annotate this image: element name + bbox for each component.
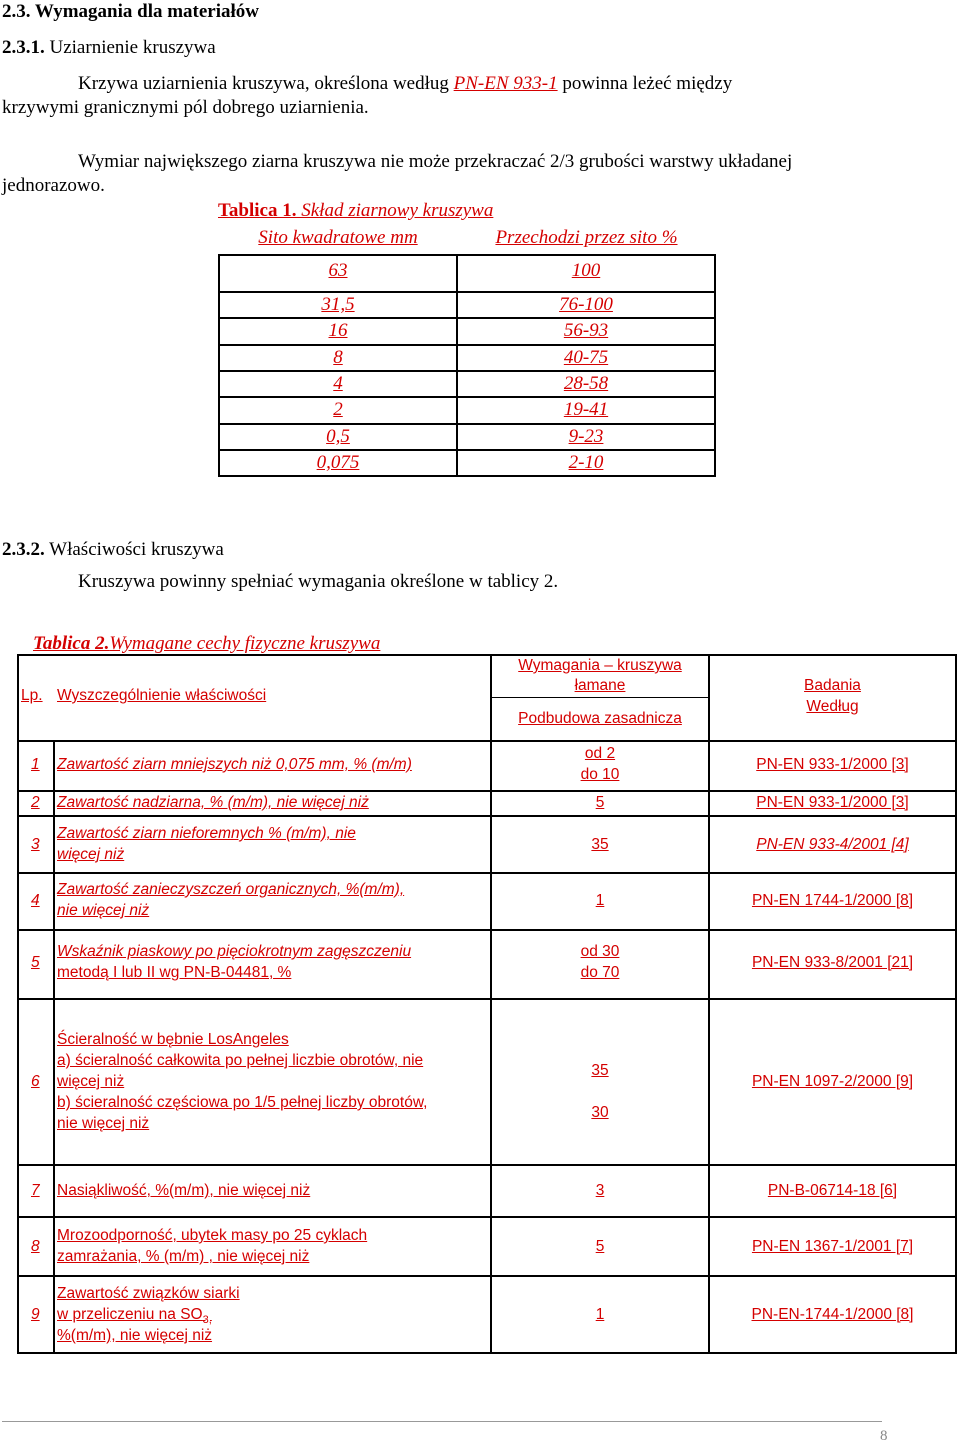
table2-header-property: Wyszczególnienie właściwości (57, 687, 267, 704)
table2-row-requirement: 5 (595, 794, 605, 811)
table2-row-property: nie więcej niż (57, 1115, 150, 1132)
table2-row-property: Zawartość zanieczyszczeń organicznych, %(m/m), (57, 881, 405, 898)
paragraph-grading-curve (78, 72, 913, 96)
table2-row-lp: 1 (31, 756, 40, 773)
table2-row-lp: 6 (31, 1073, 40, 1090)
table1-cell-sieve: 8 (333, 347, 343, 368)
table1-caption (218, 199, 493, 223)
table1-border-right (714, 254, 716, 477)
table2-header-lp: Lp. (21, 687, 43, 704)
table1-cell-pass: 40-75 (563, 347, 609, 368)
table2-row-requirement: od 30 (580, 943, 620, 960)
table2-row-requirement: 35 (591, 836, 609, 853)
table2-row-divider (17, 790, 957, 792)
p2-text-b: jednorazowo. (2, 175, 105, 196)
p3-text: Kruszywa powinny spełniać wymagania określone w tablicy 2. (78, 571, 559, 592)
table2-row-property: więcej niż (57, 1073, 125, 1090)
table1-row-divider (218, 344, 716, 346)
subsection-title: Uziarnienie kruszywa (44, 37, 216, 58)
table2-row-property: Zawartość nadziarna, % (m/m), nie więcej niż (57, 794, 369, 811)
table2-row-divider (17, 815, 957, 817)
table1-row-divider (218, 396, 716, 398)
table1-cell-sieve: 16 (328, 320, 348, 341)
table2-row-requirement: 1 (595, 892, 605, 909)
table2-header-requirements: Wymagania – kruszywa (518, 657, 682, 674)
table2-header-subdivider (490, 697, 710, 698)
table2-border-left (17, 654, 19, 1354)
table2-row-divider (17, 740, 957, 742)
table2-row-lp: 7 (31, 1182, 40, 1199)
p1-text-a: Krzywa uziarnienia kruszywa, określona według (78, 73, 454, 94)
table2-row-property: nie więcej niż (57, 902, 150, 919)
table2-row-standard: PN-EN 933-8/2001 [21] (751, 954, 914, 971)
table2-row-property: Zawartość ziarn mniejszych niż 0,075 mm, % (m/m) (57, 756, 412, 773)
table2-row-requirement: od 2 (584, 745, 616, 762)
table2-row-divider (17, 998, 957, 1000)
table2-row-standard: PN-EN 1367-1/2001 [7] (751, 1238, 914, 1255)
table2-row-property: Zawartość związków siarki (57, 1285, 240, 1302)
table1-caption-title: Skład ziarnowy kruszywa (296, 200, 494, 221)
table2-border-top (17, 654, 957, 656)
table2-row-requirement: 3 (595, 1182, 605, 1199)
page-number: 8 (880, 1428, 888, 1444)
table2-row-standard: PN-EN 1097-2/2000 [9] (751, 1073, 914, 1090)
table1-cell-sieve: 63 (328, 260, 348, 281)
table1-cell-sieve: 4 (333, 373, 343, 394)
table2-row-requirement: 35 (591, 1062, 609, 1079)
table2-caption (33, 632, 380, 656)
table1-row-divider (218, 449, 716, 451)
table2-row-divider (17, 872, 957, 874)
property-text: w przeliczeniu na SO (57, 1306, 203, 1323)
section-heading: 2.3. Wymagania dla materiałów (2, 1, 260, 22)
table2-header-according-to: Według (806, 698, 859, 715)
p2-text-a: Wymiar największego ziarna kruszywa nie może przekraczać 2/3 grubości warstwy układanej (78, 151, 793, 172)
footer-divider (2, 1421, 882, 1422)
table2-row-property: Wskaźnik piaskowy po pięciokrotnym zagęszczeniu (57, 943, 412, 960)
table2-header-crushed: łamane (574, 677, 626, 694)
table1-cell-sieve: 0,075 (316, 452, 360, 473)
table1-cell-sieve: 2 (333, 399, 343, 420)
table2-row-requirement: do 10 (580, 766, 620, 783)
table2-row-property: %(m/m), nie więcej niż (57, 1327, 213, 1344)
p1-text-b: powinna leżeć między (557, 73, 733, 94)
table2-row-standard: PN-B-06714-18 [6] (767, 1182, 898, 1199)
table1-cell-sieve: 31,5 (321, 294, 355, 315)
table1-header-pass: Przechodzi przez sito % (495, 227, 678, 248)
table1-header-sieve: Sito kwadratowe mm (258, 227, 418, 248)
table2-row-standard: PN-EN 933-1/2000 [3] (756, 794, 909, 811)
table1-border-top (218, 254, 716, 256)
table2-header-base-course: Podbudowa zasadnicza (518, 710, 682, 727)
table1-cell-pass: 76-100 (559, 294, 613, 315)
table2-row-property: Zawartość ziarn nieforemnych % (m/m), nie (57, 825, 356, 842)
table1-cell-pass: 19-41 (563, 399, 609, 420)
table2-row-property: więcej niż (57, 846, 125, 863)
table2-row-divider (17, 929, 957, 931)
table2-row-divider (17, 1275, 957, 1277)
table1-cell-sieve: 0,5 (326, 426, 350, 447)
table2-row-property: Ścieralność w bębnie LosAngeles (57, 1031, 289, 1048)
table1-cell-pass: 9-23 (568, 426, 604, 447)
table1-row-divider (218, 317, 716, 319)
table2-caption-title: Wymagane cechy fizyczne kruszywa (109, 633, 381, 654)
table2-border-bottom (17, 1352, 957, 1354)
table2-row-standard: PN-EN-1744-1/2000 [8] (751, 1306, 914, 1323)
table2-row-requirement: 30 (591, 1104, 609, 1121)
table2-row-lp: 2 (31, 794, 40, 811)
table2-row-divider (17, 1216, 957, 1218)
table2-border-right (955, 654, 957, 1354)
p1-standard-ref: PN-EN 933-1 (453, 73, 558, 94)
subscript: 3, (202, 1314, 212, 1327)
table2-row-lp: 4 (31, 892, 40, 909)
table1-row-divider (218, 370, 716, 372)
table2-row-lp: 9 (31, 1306, 40, 1323)
table2-row-requirement: do 70 (580, 964, 620, 981)
table2-column-divider (53, 740, 55, 1354)
p1-text-c: krzywymi granicznymi pól dobrego uziarnienia. (2, 97, 369, 118)
table1-border-bottom (218, 475, 716, 477)
table2-row-property: zamrażania, % (m/m) , nie więcej niż (57, 1248, 310, 1265)
table2-row-lp: 3 (31, 836, 40, 853)
table1-caption-prefix: Tablica 1. (218, 200, 297, 221)
table2-row-standard: PN-EN 1744-1/2000 [8] (751, 892, 914, 909)
table2-row-property: a) ścieralność całkowita po pełnej liczbie obrotów, nie (57, 1052, 424, 1069)
table2-row-lp: 8 (31, 1238, 40, 1255)
table2-row-requirement: 5 (595, 1238, 605, 1255)
table2-header-tests: Badania (804, 677, 861, 694)
table1-row-divider (218, 291, 716, 293)
table1-cell-pass: 28-58 (563, 373, 609, 394)
table2-row-requirement: 1 (595, 1306, 605, 1323)
table1-cell-pass: 100 (571, 260, 601, 281)
table1-cell-pass: 56-93 (563, 320, 609, 341)
table2-row-property: Mrozoodporność, ubytek masy po 25 cyklach (57, 1227, 368, 1244)
table1-cell-pass: 2-10 (568, 452, 604, 473)
subsection-heading-grading: 2.3.1. Uziarnienie kruszywa (2, 37, 216, 58)
subsection-title: Właściwości kruszywa (44, 539, 224, 560)
table2-row-standard: PN-EN 933-4/2001 [4] (756, 836, 909, 853)
table2-row-property: metodą I lub II wg PN-B-04481, % (57, 964, 292, 981)
subsection-heading-properties: 2.3.2. Właściwości kruszywa (2, 539, 224, 560)
table1-row-divider (218, 423, 716, 425)
table2-row-property: Nasiąkliwość, %(m/m), nie więcej niż (57, 1182, 311, 1199)
table2-row-divider (17, 1164, 957, 1166)
table2-row-property: b) ścieralność częściowa po 1/5 pełnej liczby obrotów, (57, 1094, 428, 1111)
table2-row-lp: 5 (31, 954, 40, 971)
table2-caption-prefix: Tablica 2. (33, 633, 110, 654)
table2-row-standard: PN-EN 933-1/2000 [3] (756, 756, 909, 773)
